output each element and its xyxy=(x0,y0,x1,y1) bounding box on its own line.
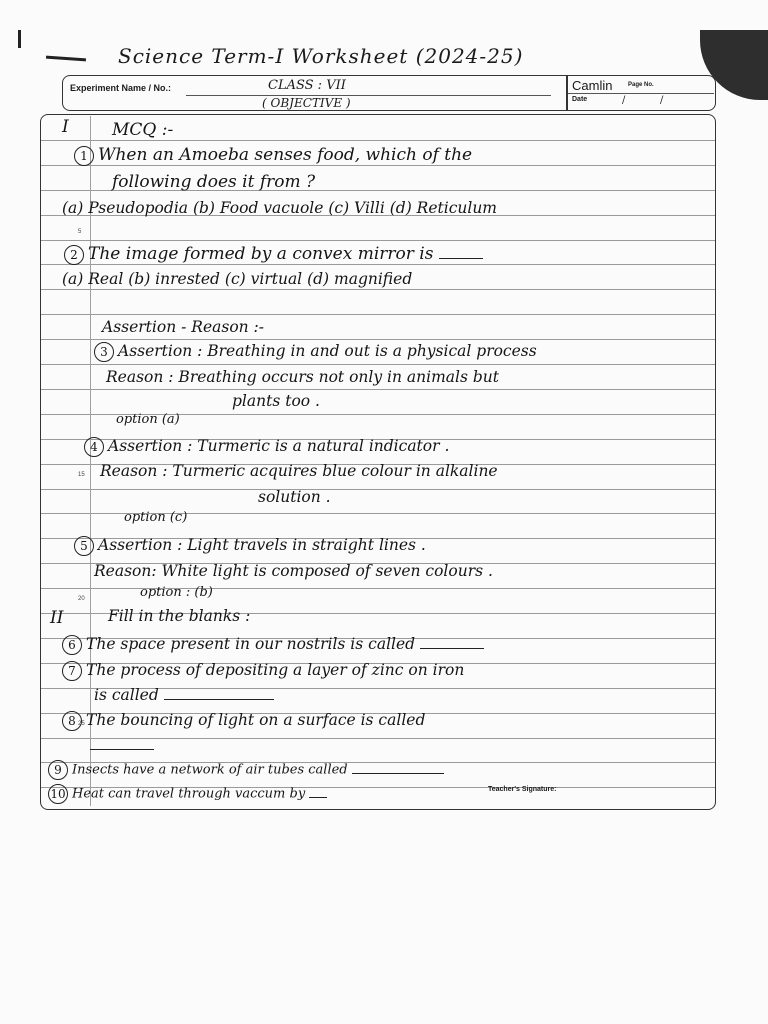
ruled-line xyxy=(41,240,715,241)
question-line xyxy=(48,760,444,780)
question-text: The process of depositing a layer of zinc on iron xyxy=(86,661,465,679)
margin-dash xyxy=(46,56,86,62)
answer-blank xyxy=(439,257,483,259)
question-text: Heat can travel through vaccum by xyxy=(72,786,306,802)
question-line xyxy=(48,784,327,804)
date-slash: / xyxy=(660,95,664,106)
date-slash: / xyxy=(622,95,626,106)
question-text: The image formed by a convex mirror is xyxy=(88,244,434,264)
answer-blank xyxy=(90,748,154,750)
reason-text: Reason: White light is composed of seven colours . xyxy=(94,562,493,580)
answer-blank xyxy=(164,698,274,700)
assertion-line xyxy=(84,437,449,457)
assertion-line xyxy=(74,536,426,556)
question-number: 2 xyxy=(64,245,84,265)
reason-text: Reason : Turmeric acquires blue colour in alkaline xyxy=(100,462,498,480)
line-number: 15 xyxy=(78,472,85,478)
reason-text: plants too . xyxy=(232,392,320,410)
section-number: I xyxy=(62,117,69,137)
ruled-line xyxy=(41,140,715,141)
section-heading: MCQ :- xyxy=(112,120,174,140)
question-number: 9 xyxy=(48,760,68,780)
question-number: 10 xyxy=(48,784,68,804)
question-options: (a) Pseudopodia (b) Food vacuole (c) Villi (d) Reticulum xyxy=(62,199,498,217)
answer-option: option (a) xyxy=(116,412,180,427)
ruled-line xyxy=(41,389,715,390)
assertion-text: Assertion : Turmeric is a natural indicator . xyxy=(108,437,450,455)
ruled-line xyxy=(41,314,715,315)
question-text: is called xyxy=(94,686,159,704)
objective-line: ( OBJECTIVE ) xyxy=(262,96,351,110)
worksheet-title: Science Term-I Worksheet (2024-25) xyxy=(118,44,524,68)
question-number: 4 xyxy=(84,437,104,457)
ruled-line xyxy=(41,264,715,265)
section-heading: Fill in the blanks : xyxy=(108,607,251,625)
date-label: Date xyxy=(572,96,588,103)
assertion-text: Assertion : Breathing in and out is a physical process xyxy=(118,342,537,360)
answer-option: option : (b) xyxy=(140,585,213,600)
margin-line xyxy=(90,116,91,806)
question-line xyxy=(62,635,484,655)
answer-blank xyxy=(420,647,484,649)
question-text: The space present in our nostrils is called xyxy=(86,635,416,653)
notebook-brand: Camlin xyxy=(572,78,613,93)
assertion-text: Assertion : Light travels in straight lines . xyxy=(98,536,426,554)
question-number: 1 xyxy=(74,146,94,166)
experiment-name-line xyxy=(186,95,551,96)
question-line xyxy=(62,661,464,681)
section-heading: Assertion - Reason :- xyxy=(102,318,265,336)
question-line xyxy=(64,244,483,265)
question-text: Insects have a network of air tubes called xyxy=(72,762,348,778)
ruled-line xyxy=(41,289,715,290)
answer-option: option (c) xyxy=(124,510,188,525)
ruled-line xyxy=(41,339,715,340)
question-number: 3 xyxy=(94,342,114,362)
reason-text: solution . xyxy=(258,488,331,506)
ruled-line xyxy=(41,364,715,365)
question-text: following does it from ? xyxy=(112,172,316,192)
margin-mark xyxy=(18,30,21,48)
page-no-label: Page No. xyxy=(628,82,654,88)
experiment-name-label: Experiment Name / No.: xyxy=(70,83,172,93)
question-number: 8 xyxy=(62,711,82,731)
line-number: 20 xyxy=(78,596,85,602)
question-number: 6 xyxy=(62,635,82,655)
assertion-line xyxy=(94,342,537,362)
answer-blank xyxy=(352,772,444,774)
question-number: 7 xyxy=(62,661,82,681)
line-number: 25 xyxy=(78,721,85,727)
question-options: (a) Real (b) inrested (c) virtual (d) magnified xyxy=(62,270,413,288)
header-rule xyxy=(568,93,714,94)
question-number: 5 xyxy=(74,536,94,556)
reason-text: Reason : Breathing occurs not only in animals but xyxy=(106,368,499,386)
question-line xyxy=(62,711,425,731)
question-line xyxy=(94,686,274,704)
ruled-line xyxy=(41,489,715,490)
line-number: 5 xyxy=(78,229,82,235)
class-line: CLASS : VII xyxy=(268,78,346,93)
answer-line xyxy=(90,736,154,754)
answer-blank xyxy=(309,796,327,798)
question-line xyxy=(74,145,472,166)
question-text: When an Amoeba senses food, which of the xyxy=(98,145,473,165)
question-text: The bouncing of light on a surface is called xyxy=(86,711,426,729)
teacher-signature-label: Teacher's Signature: xyxy=(488,786,557,793)
section-number: II xyxy=(50,608,64,628)
